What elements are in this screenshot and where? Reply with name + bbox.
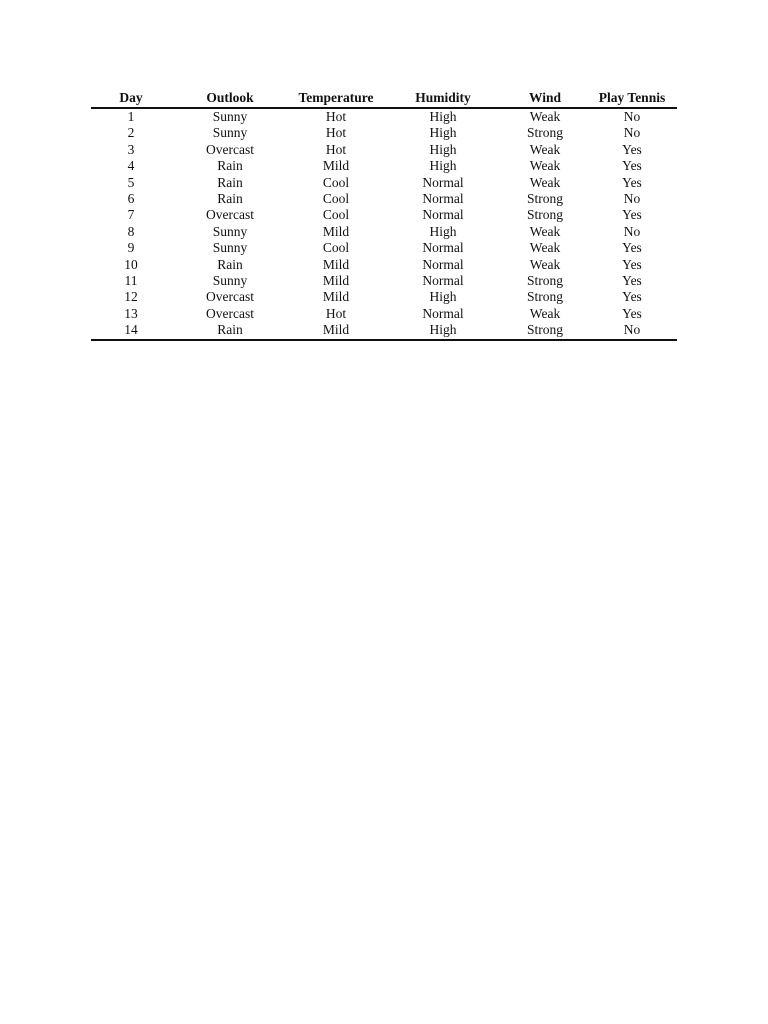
- cell-play-tennis: Yes: [622, 289, 642, 305]
- cell-humidity: Normal: [422, 207, 464, 223]
- cell-day: 6: [127, 191, 135, 207]
- cell-play-tennis: Yes: [622, 207, 642, 223]
- cell-play-tennis: Yes: [622, 305, 642, 321]
- cell-humidity: Normal: [422, 191, 464, 207]
- cell-humidity: High: [429, 109, 457, 124]
- table-body: [91, 108, 677, 340]
- table-row: [91, 289, 677, 305]
- header-temperature: Temperature: [289, 89, 383, 108]
- cell-day: 12: [124, 289, 138, 305]
- cell-humidity: High: [429, 223, 457, 239]
- cell-wind: Strong: [503, 322, 587, 339]
- cell-wind: Strong: [526, 289, 563, 305]
- cell-outlook: Sunny: [212, 109, 248, 124]
- cell-temperature: Mild: [322, 273, 350, 289]
- cell-humidity: Normal: [422, 240, 464, 256]
- cell-wind: Strong: [526, 191, 563, 207]
- cell-play-tennis: No: [587, 322, 677, 339]
- cell-wind: Weak: [529, 158, 561, 174]
- play-tennis-table-container: [91, 89, 677, 341]
- cell-temperature: Cool: [322, 207, 350, 223]
- cell-wind: Strong: [526, 207, 563, 223]
- table-row: [91, 158, 677, 174]
- cell-play-tennis: Yes: [622, 240, 642, 256]
- table-row: [91, 207, 677, 223]
- cell-outlook: Overcast: [206, 207, 254, 223]
- cell-day: 11: [124, 273, 138, 289]
- cell-outlook: Rain: [217, 191, 243, 207]
- cell-temperature: Hot: [325, 305, 347, 321]
- cell-wind: Weak: [529, 305, 561, 321]
- table-row: [91, 240, 677, 256]
- play-tennis-table: [91, 89, 677, 341]
- cell-play-tennis: Yes: [622, 174, 642, 190]
- cell-wind: Weak: [529, 174, 561, 190]
- cell-outlook: Overcast: [206, 289, 254, 305]
- table-row: [91, 191, 677, 207]
- cell-play-tennis: Yes: [622, 273, 642, 289]
- cell-day: 9: [127, 240, 135, 256]
- cell-wind: Weak: [529, 109, 561, 124]
- cell-temperature: Mild: [322, 158, 350, 174]
- cell-wind: Weak: [529, 223, 561, 239]
- cell-temperature: Hot: [325, 125, 347, 141]
- cell-wind: Weak: [529, 141, 561, 157]
- cell-day: 7: [127, 207, 135, 223]
- cell-humidity: High: [429, 125, 457, 141]
- header-humidity: Humidity: [383, 89, 503, 108]
- header-wind: Wind: [503, 89, 587, 108]
- cell-day: 2: [127, 125, 135, 141]
- header-day: Day: [91, 89, 171, 108]
- cell-outlook: Rain: [217, 158, 243, 174]
- cell-day: 1: [127, 109, 135, 124]
- cell-temperature: Mild: [289, 322, 383, 339]
- cell-play-tennis: No: [623, 191, 641, 207]
- cell-outlook: Rain: [217, 256, 243, 272]
- cell-play-tennis: Yes: [622, 141, 642, 157]
- table-row: [91, 108, 677, 125]
- cell-humidity: High: [429, 289, 457, 305]
- cell-outlook: Sunny: [212, 240, 248, 256]
- cell-day: 3: [127, 141, 135, 157]
- cell-temperature: Cool: [322, 191, 350, 207]
- cell-day: 8: [127, 223, 135, 239]
- table-row: [91, 142, 677, 158]
- cell-humidity: Normal: [422, 273, 464, 289]
- cell-wind: Strong: [526, 273, 563, 289]
- cell-outlook: Rain: [217, 174, 243, 190]
- table-row: [91, 322, 677, 339]
- cell-temperature: Mild: [322, 289, 350, 305]
- cell-day: 13: [124, 305, 138, 321]
- cell-outlook: Sunny: [212, 223, 248, 239]
- cell-temperature: Cool: [322, 240, 350, 256]
- cell-play-tennis: Yes: [622, 158, 642, 174]
- cell-temperature: Hot: [325, 141, 347, 157]
- cell-outlook: Sunny: [212, 273, 248, 289]
- table-row: [91, 224, 677, 240]
- cell-outlook: Rain: [171, 322, 289, 339]
- cell-day: 4: [127, 158, 135, 174]
- table-row: [91, 257, 677, 273]
- cell-temperature: Mild: [322, 223, 350, 239]
- table-row: [91, 306, 677, 322]
- header-play-tennis: Play Tennis: [587, 89, 677, 108]
- cell-temperature: Mild: [322, 256, 350, 272]
- cell-humidity: High: [429, 158, 457, 174]
- table-row: [91, 273, 677, 289]
- cell-humidity: High: [429, 141, 457, 157]
- cell-humidity: Normal: [422, 174, 464, 190]
- cell-play-tennis: Yes: [622, 256, 642, 272]
- table-header: [91, 89, 677, 108]
- cell-play-tennis: No: [623, 223, 641, 239]
- cell-wind: Strong: [526, 125, 563, 141]
- cell-humidity: Normal: [422, 256, 464, 272]
- table-row: [91, 125, 677, 141]
- cell-humidity: Normal: [422, 305, 464, 321]
- cell-day: 14: [91, 322, 171, 339]
- table-row: [91, 175, 677, 191]
- cell-play-tennis: No: [623, 125, 641, 141]
- cell-outlook: Overcast: [206, 141, 254, 157]
- header-row: [91, 89, 677, 108]
- cell-temperature: Hot: [325, 109, 347, 124]
- cell-wind: Weak: [529, 240, 561, 256]
- cell-temperature: Cool: [322, 174, 350, 190]
- cell-outlook: Overcast: [206, 305, 254, 321]
- cell-day: 5: [127, 174, 135, 190]
- cell-day: 10: [124, 256, 138, 272]
- cell-humidity: High: [383, 322, 503, 339]
- cell-play-tennis: No: [623, 109, 641, 124]
- cell-wind: Weak: [529, 256, 561, 272]
- cell-outlook: Sunny: [212, 125, 248, 141]
- header-outlook: Outlook: [171, 89, 289, 108]
